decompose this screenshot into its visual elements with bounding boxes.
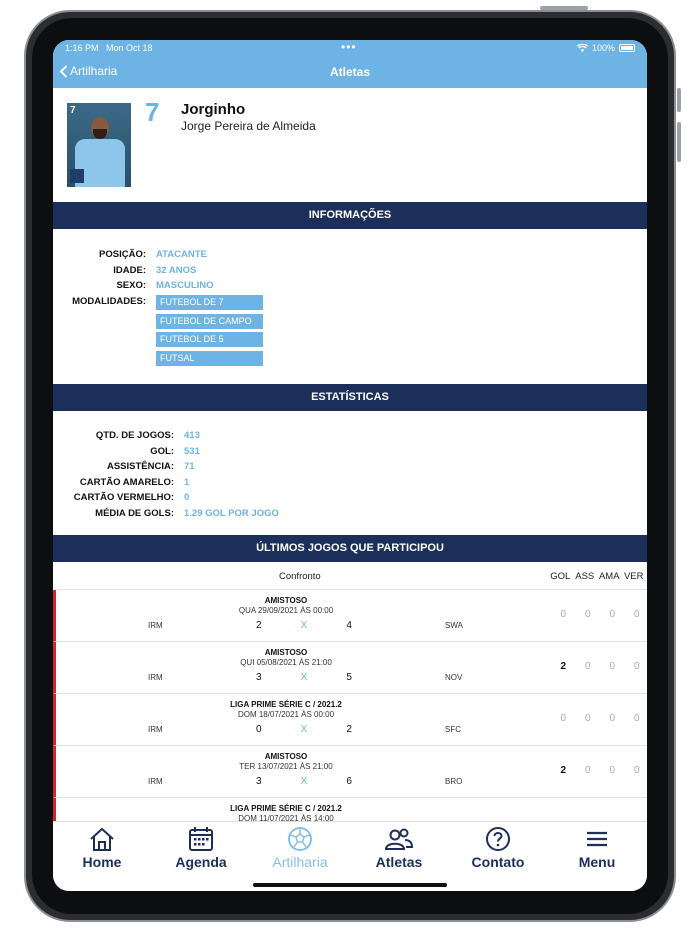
col-ver: VER [623,571,644,582]
tab-atletas[interactable] [354,826,444,870]
games-list[interactable] [53,590,647,821]
home-team: IRM [148,673,163,682]
modality-chip: FUTEBOL DE CAMPO [156,314,263,329]
away-team: SFC [445,725,461,734]
page-title: Atletas [329,65,370,79]
tab-contato-label: Contato [471,854,525,870]
tab-artilharia[interactable] [255,826,345,870]
tab-home-label: Home [82,854,122,870]
game-row[interactable] [53,746,647,798]
game-stats: 0 0 0 0 [560,609,640,620]
stat-yellow-cards: CARTÃO AMARELO: 1 [79,476,190,488]
tab-atletas-label: Atletas [375,854,423,870]
game-date: DOM 11/07/2021 ÀS 14:00 [238,814,334,821]
status-bar [53,40,647,58]
hamburger-menu-icon [583,826,611,852]
back-label: Artilharia [70,64,118,78]
game-competition: LIGA PRIME SÉRIE C / 2021.2 [230,804,342,813]
multitask-dots[interactable]: ••• [341,40,357,54]
tab-bar [53,821,647,891]
game-row[interactable] [53,694,647,746]
question-circle-icon [484,826,512,852]
power-button [540,6,588,10]
tab-agenda-label: Agenda [175,854,227,870]
game-stats: 2 0 0 0 [560,661,640,672]
status-time: 1:16 PM Mon Oct 18 [65,43,153,53]
info-position: POSIÇÃO: ATACANTE [99,249,207,260]
player-photo [67,103,131,187]
game-row[interactable] [53,642,647,694]
info-sex: SEXO: MASCULINO [116,280,214,291]
home-indicator[interactable] [253,883,447,887]
col-confronto: Confronto [279,571,321,582]
battery-icon [619,44,635,52]
tab-home[interactable] [57,826,147,870]
stat-goal-average: MÉDIA DE GOLS: 1.29 GOL POR JOGO [95,507,279,519]
photo-card-number: 7 [70,105,76,116]
stats-list [53,428,279,521]
home-team: IRM [148,621,163,630]
col-gol: GOL [550,571,571,582]
modality-chip: FUTEBOL DE 5 [156,332,263,347]
col-ass: ASS [575,571,595,582]
game-date: DOM 18/07/2021 ÀS 00:00 [237,710,335,719]
wifi-icon [577,44,588,52]
jersey-number: 7 [145,97,160,127]
section-games-header: ÚLTIMOS JOGOS QUE PARTICIPOU [53,535,647,562]
away-team: NOV [445,673,463,682]
game-score: 2 X 4 [256,620,352,631]
tab-artilharia-label: Artilharia [272,854,328,870]
away-team: SWA [445,621,463,630]
volume-up-button [677,88,681,112]
section-info-header: INFORMAÇÕES [53,202,647,229]
modalities-list [156,295,263,369]
col-ama: AMA [598,571,620,582]
modality-chip: FUTEBOL DE 7 [156,295,263,310]
game-competition: AMISTOSO [264,596,308,605]
modality-chip: FUTSAL [156,351,263,366]
info-modalities: MODALIDADES: [72,295,146,307]
games-table-header [53,563,647,590]
home-team: IRM [148,777,163,786]
tab-agenda[interactable] [156,826,246,870]
users-icon [384,826,414,852]
stat-assists: ASSISTÊNCIA: 71 [106,461,195,472]
section-stats-header: ESTATÍSTICAS [53,384,647,411]
player-header [53,88,647,202]
stat-red-cards: CARTÃO VERMELHO: 0 [73,492,190,503]
game-stats: 0 0 0 0 [560,713,640,724]
game-score: 3 X 6 [256,776,352,787]
volume-down-button [677,122,681,162]
nav-bar [53,58,647,88]
house-icon [88,826,116,852]
status-right [577,43,635,53]
game-competition: AMISTOSO [264,752,308,761]
tab-menu-label: Menu [578,854,616,870]
game-competition: LIGA PRIME SÉRIE C / 2021.2 [230,700,342,709]
game-date: TER 13/07/2021 ÀS 21:00 [239,762,333,771]
battery-percent: 100% [591,43,615,53]
soccer-ball-icon [286,826,314,852]
home-team: IRM [148,725,163,734]
game-competition: AMISTOSO [264,648,308,657]
app-screen [53,40,647,891]
game-row[interactable] [53,590,647,642]
game-score: 0 X 2 [256,724,352,735]
away-team: BRO [445,777,463,786]
tab-menu[interactable] [552,826,642,870]
game-stats: 2 0 0 0 [560,765,640,776]
stat-goals: GOL: 531 [150,445,200,457]
info-age: IDADE: 32 ANOS [113,264,197,276]
player-full-name: Jorge Pereira de Almeida [181,119,316,133]
game-date: QUI 05/08/2021 ÀS 21:00 [240,658,332,667]
player-name: Jorginho [181,101,246,118]
game-date: QUA 29/09/2021 ÀS 00:00 [238,606,334,615]
game-score: 3 X 5 [256,672,352,683]
stat-games: QTD. DE JOGOS: 413 [95,430,200,441]
calendar-icon [187,826,215,852]
tab-contato[interactable] [453,826,543,870]
game-row[interactable] [53,798,647,821]
